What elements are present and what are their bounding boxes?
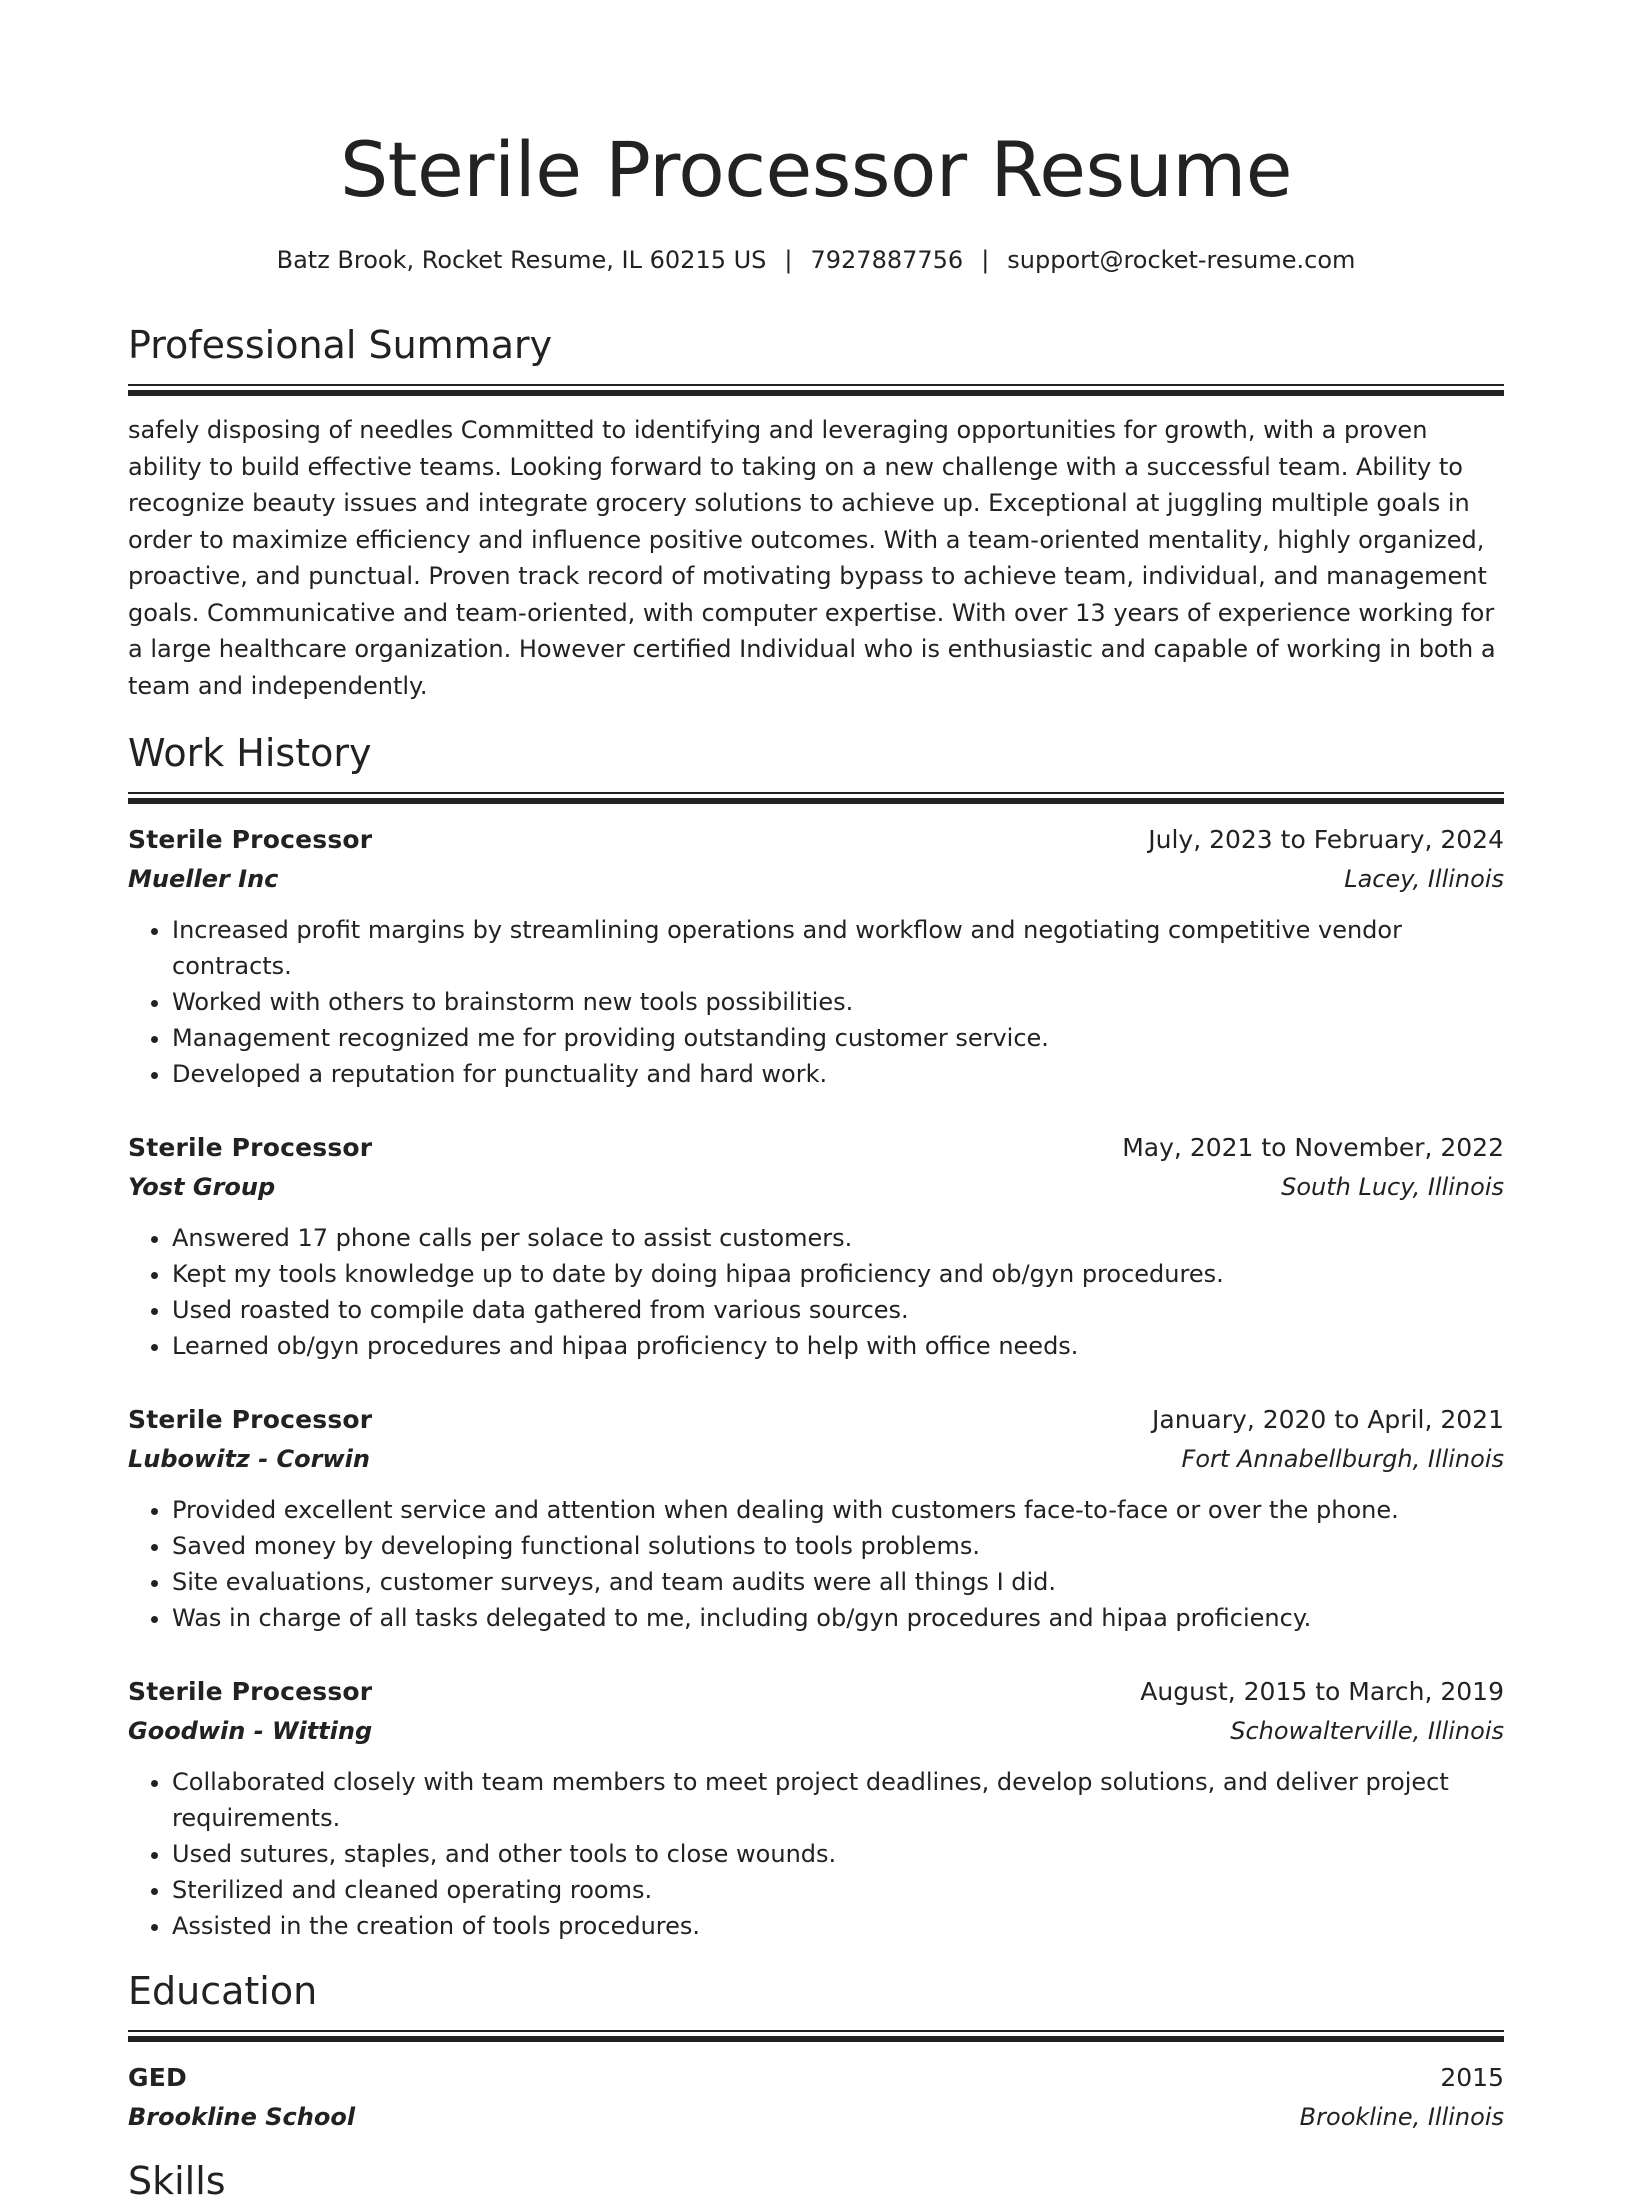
work-history-section [128, 728, 1504, 1944]
job-location: Schowalterville, Illinois [1230, 1717, 1504, 1745]
job-entry [128, 820, 1504, 1092]
job-title: Sterile Processor [128, 1133, 373, 1162]
page-title: Sterile Processor Resume [339, 125, 1293, 214]
job-company: Mueller Inc [128, 865, 279, 893]
contact-address: Batz Brook, Rocket Resume, IL 60215 US [276, 246, 767, 274]
job-dates: August, 2015 to March, 2019 [1140, 1677, 1504, 1706]
job-location: South Lucy, Illinois [1281, 1173, 1504, 1201]
job-location: Lacey, Illinois [1344, 865, 1504, 893]
job-entry [128, 1128, 1504, 1364]
job-bullet: • Saved money by developing functional solutions to tools problems. [172, 1528, 1504, 1564]
summary-heading: Professional Summary [128, 323, 553, 367]
job-bullet: • Kept my tools knowledge up to date by doing hipaa proficiency and ob/gyn procedures. [172, 1256, 1504, 1292]
summary-text: safely disposing of needles Committed to identifying and leveraging opportunities for growth, with a proven ability to build effective teams. Looking forward to taking on a new challenge with a successful team. Ability to recognize beauty issues and integrate grocery solutions to achieve up. Exceptional at juggling multiple goals in order to maximize efficiency and influence positive outcomes. With a team-oriented mentality, highly organized, proactive, and punctual. Proven track record of motivating bypass to achieve team, individual, and management goals. Communicative and team-oriented, with computer expertise. With over 13 years of experience working for a large healthcare organization. However certified Individual who is enthusiastic and capable of working in both a team and independently. [128, 416, 1496, 700]
contact-separator: | [981, 246, 990, 274]
education-section [128, 1966, 1504, 2136]
job-bullets [128, 1492, 1504, 1636]
job-dates: July, 2023 to February, 2024 [1148, 825, 1504, 854]
job-bullet: • Answered 17 phone calls per solace to assist customers. [172, 1220, 1504, 1256]
job-bullet: • Learned ob/gyn procedures and hipaa proficiency to help with office needs. [172, 1328, 1504, 1364]
contact-line [128, 244, 1504, 276]
education-school: Brookline School [128, 2103, 356, 2131]
job-dates: May, 2021 to November, 2022 [1122, 1133, 1504, 1162]
education-heading: Education [128, 1969, 318, 2013]
job-bullets [128, 912, 1504, 1092]
job-location: Fort Annabellburgh, Illinois [1181, 1445, 1504, 1473]
job-title: Sterile Processor [128, 1405, 373, 1434]
job-company: Goodwin - Witting [128, 1717, 373, 1745]
education-location: Brookline, Illinois [1299, 2103, 1504, 2131]
job-title: Sterile Processor [128, 825, 373, 854]
job-entry [128, 1400, 1504, 1636]
job-bullet: • Provided excellent service and attention when dealing with customers face-to-face or over the phone. [172, 1492, 1504, 1528]
education-degree: GED [128, 2063, 187, 2092]
contact-phone: 7927887756 [810, 246, 964, 274]
job-bullet: • Assisted in the creation of tools procedures. [172, 1908, 1504, 1944]
job-bullet: • Management recognized me for providing outstanding customer service. [172, 1020, 1504, 1056]
job-title: Sterile Processor [128, 1677, 373, 1706]
job-bullet: • Sterilized and cleaned operating rooms. [172, 1872, 1504, 1908]
section-divider [128, 384, 1504, 398]
education-year: 2015 [1440, 2063, 1504, 2092]
job-bullet: • Site evaluations, customer surveys, and team audits were all things I did. [172, 1564, 1504, 1600]
job-company: Lubowitz - Corwin [128, 1445, 370, 1473]
job-bullet: • Worked with others to brainstorm new tools possibilities. [172, 984, 1504, 1020]
job-bullet: • Used sutures, staples, and other tools to close wounds. [172, 1836, 1504, 1872]
job-dates: January, 2020 to April, 2021 [1152, 1405, 1504, 1434]
job-bullet: • Increased profit margins by streamlining operations and workflow and negotiating competitive vendor contracts. [172, 912, 1504, 984]
skills-heading: Skills [128, 2159, 226, 2203]
resume-page [128, 0, 1504, 2206]
education-entry [128, 2058, 1504, 2136]
skills-section [128, 2156, 1504, 2206]
job-bullet: • Developed a reputation for punctuality and hard work. [172, 1056, 1504, 1092]
job-bullet: • Collaborated closely with team members to meet project deadlines, develop solutions, and deliver project requirements. [172, 1764, 1504, 1836]
contact-separator: | [784, 246, 793, 274]
section-divider [128, 2030, 1504, 2044]
job-bullet: • Was in charge of all tasks delegated to me, including ob/gyn procedures and hipaa proficiency. [172, 1600, 1504, 1636]
job-entry [128, 1672, 1504, 1944]
job-bullet: • Used roasted to compile data gathered from various sources. [172, 1292, 1504, 1328]
job-bullets [128, 1764, 1504, 1944]
section-divider [128, 792, 1504, 806]
job-bullets [128, 1220, 1504, 1364]
work-history-heading: Work History [128, 731, 372, 775]
summary-section [128, 320, 1504, 704]
contact-email: support@rocket-resume.com [1007, 246, 1356, 274]
job-company: Yost Group [128, 1173, 276, 1201]
